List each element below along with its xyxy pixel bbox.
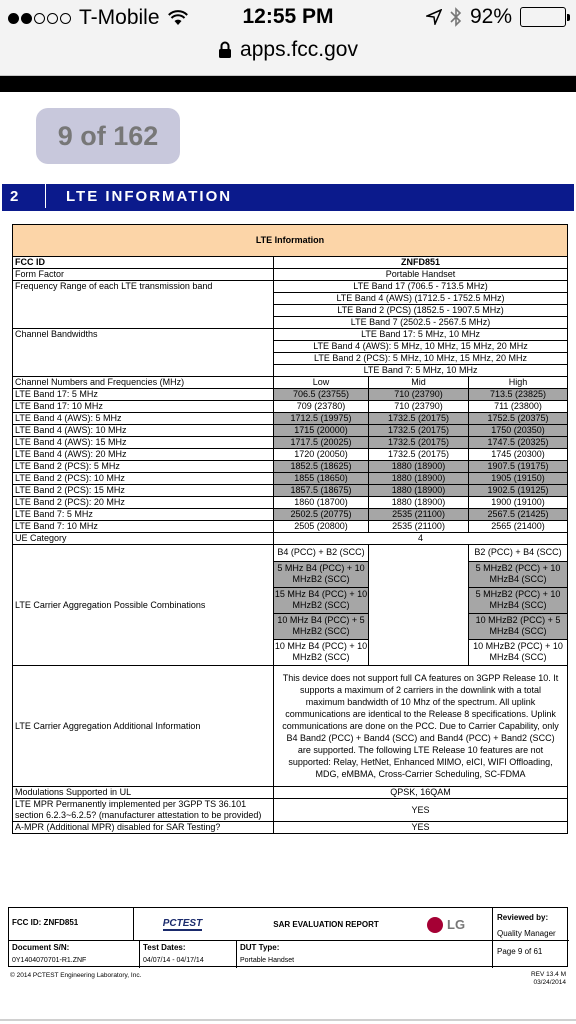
col-mid-header: Mid <box>369 377 469 389</box>
channel-mid: 2535 (21100) <box>369 521 469 533</box>
channel-high: 713.5 (23825) <box>469 389 568 401</box>
channel-band: LTE Band 4 (AWS): 15 MHz <box>13 437 274 449</box>
channel-mid: 1732.5 (20175) <box>369 425 469 437</box>
ca-combo: 10 MHzB2 (PCC) + 5 MHzB4 (SCC) <box>469 613 567 639</box>
channel-high: 1750 (20350) <box>469 425 568 437</box>
fcc-id-value: ZNFD851 <box>274 257 568 269</box>
revision-number: REV 13.4 M <box>530 971 566 978</box>
copyright: © 2014 PCTEST Engineering Laboratory, Inc. <box>10 972 142 979</box>
section-rule <box>2 208 574 211</box>
mpr-label: LTE MPR Permanently implemented per 3GPP TS 36.101 section 6.2.3~6.2.5? (manufacturer attestation to be provided) <box>13 799 274 822</box>
lock-icon <box>218 41 232 59</box>
table-title: LTE Information <box>13 225 568 257</box>
clock: 12:55 PM <box>242 5 334 28</box>
channel-low: 2502.5 (20775) <box>274 509 369 521</box>
channel-row <box>13 485 568 497</box>
bandwidth-item: LTE Band 17: 5 MHz, 10 MHz <box>274 329 568 341</box>
channel-band: LTE Band 17: 5 MHz <box>13 389 274 401</box>
channel-band: LTE Band 7: 5 MHz <box>13 509 274 521</box>
ampr-value: YES <box>274 822 568 834</box>
reviewed-by-label: Reviewed by: <box>497 913 549 922</box>
channel-row <box>13 401 568 413</box>
channel-band: LTE Band 4 (AWS): 5 MHz <box>13 413 274 425</box>
test-dates-value: 04/07/14 - 04/17/14 <box>143 957 204 964</box>
channel-rows <box>13 389 568 533</box>
lg-logo: LG <box>421 908 493 941</box>
ca-combo: 5 MHzB2 (PCC) + 10 MHzB4 (SCC) <box>469 587 567 613</box>
channel-low: 1857.5 (18675) <box>274 485 369 497</box>
ca-right-list <box>469 545 567 665</box>
channel-high: 1902.5 (19125) <box>469 485 568 497</box>
channel-band: LTE Band 4 (AWS): 20 MHz <box>13 449 274 461</box>
ca-combo: 5 MHzB2 (PCC) + 10 MHzB4 (SCC) <box>469 561 567 587</box>
bandwidth-item: LTE Band 7: 5 MHz, 10 MHz <box>274 365 568 377</box>
form-factor-label: Form Factor <box>13 269 274 281</box>
bandwidths-label: Channel Bandwidths <box>13 329 274 377</box>
location-arrow-icon <box>426 9 442 25</box>
channel-high: 1900 (19100) <box>469 497 568 509</box>
footer-fcc-id: FCC ID: ZNFD851 <box>9 908 134 941</box>
channel-mid: 1880 (18900) <box>369 461 469 473</box>
ca-combinations-label: LTE Carrier Aggregation Possible Combinations <box>13 545 274 666</box>
reviewed-by-value: Quality Manager <box>497 929 565 941</box>
channel-band: LTE Band 7: 10 MHz <box>13 521 274 533</box>
channel-low: 1717.5 (20025) <box>274 437 369 449</box>
modulations-label: Modulations Supported in UL <box>13 787 274 799</box>
channel-high: 1747.5 (20325) <box>469 437 568 449</box>
section-title: LTE INFORMATION <box>66 187 233 205</box>
bandwidth-item: LTE Band 4 (AWS): 5 MHz, 10 MHz, 15 MHz, 20 MHz <box>274 341 568 353</box>
channel-low: 2505 (20800) <box>274 521 369 533</box>
channel-row <box>13 449 568 461</box>
page-indicator: 9 of 162 <box>36 108 180 164</box>
revision <box>531 971 566 987</box>
col-high-header: High <box>469 377 568 389</box>
ca-right-cell <box>469 545 568 666</box>
channel-band: LTE Band 2 (PCS): 10 MHz <box>13 473 274 485</box>
fcc-id-label: FCC ID <box>13 257 274 269</box>
channel-row <box>13 389 568 401</box>
channel-low: 1852.5 (18625) <box>274 461 369 473</box>
channels-label: Channel Numbers and Frequencies (MHz) <box>13 377 274 389</box>
section-number: 2 <box>2 184 46 208</box>
status-bar <box>0 0 576 36</box>
channel-band: LTE Band 17: 10 MHz <box>13 401 274 413</box>
channel-high: 2565 (21400) <box>469 521 568 533</box>
channel-low: 1712.5 (19975) <box>274 413 369 425</box>
channel-mid: 1880 (18900) <box>369 485 469 497</box>
channel-mid: 1732.5 (20175) <box>369 449 469 461</box>
dut-type-label: DUT Type: <box>240 943 280 952</box>
channel-band: LTE Band 2 (PCS): 20 MHz <box>13 497 274 509</box>
channel-mid: 710 (23790) <box>369 401 469 413</box>
channel-row <box>13 425 568 437</box>
freq-range-label: Frequency Range of each LTE transmission band <box>13 281 274 329</box>
ca-combo: 10 MHzB2 (PCC) + 10 MHzB4 (SCC) <box>473 641 563 663</box>
channel-row <box>13 413 568 425</box>
mpr-value: YES <box>274 799 568 822</box>
channel-high: 1907.5 (19175) <box>469 461 568 473</box>
ca-combo: 15 MHz B4 (PCC) + 10 MHzB2 (SCC) <box>274 587 368 613</box>
test-dates-label: Test Dates: <box>143 943 186 952</box>
ca-info-label: LTE Carrier Aggregation Additional Information <box>13 666 274 787</box>
channel-high: 2567.5 (21425) <box>469 509 568 521</box>
battery-percent: 92% <box>469 5 512 28</box>
url-text[interactable]: apps.fcc.gov <box>240 38 358 61</box>
address-bar[interactable] <box>0 36 576 76</box>
doc-sn-value: 0Y1404070701-R1.ZNF <box>12 957 87 964</box>
modulations-value: QPSK, 16QAM <box>274 787 568 799</box>
ampr-label: A-MPR (Additional MPR) disabled for SAR Testing? <box>13 822 274 834</box>
freq-range-item: LTE Band 4 (AWS) (1712.5 - 1752.5 MHz) <box>274 293 568 305</box>
channel-row <box>13 497 568 509</box>
freq-range-item: LTE Band 7 (2502.5 - 2567.5 MHz) <box>274 317 568 329</box>
channel-low: 709 (23780) <box>274 401 369 413</box>
channel-mid: 2535 (21100) <box>369 509 469 521</box>
channel-mid: 1732.5 (20175) <box>369 437 469 449</box>
carrier-name: T-Mobile <box>79 6 160 29</box>
page-number: Page 9 of 61 <box>497 947 543 956</box>
channel-row <box>13 473 568 485</box>
ca-left-cell <box>274 545 369 666</box>
channel-low: 706.5 (23755) <box>274 389 369 401</box>
ca-combo: 5 MHz B4 (PCC) + 10 MHzB2 (SCC) <box>274 561 368 587</box>
document-top-band <box>0 76 576 92</box>
channel-mid: 710 (23790) <box>369 389 469 401</box>
doc-sn-label: Document S/N: <box>12 943 70 952</box>
bluetooth-icon <box>450 7 462 27</box>
ca-left-list <box>274 545 368 665</box>
section-header <box>2 184 574 208</box>
bottom-divider <box>0 1019 576 1021</box>
channel-row <box>13 461 568 473</box>
ca-combo: 10 MHz B4 (PCC) + 10 MHzB2 (SCC) <box>274 641 368 663</box>
battery-icon <box>520 7 566 27</box>
channel-row <box>13 521 568 533</box>
channel-low: 1720 (20050) <box>274 449 369 461</box>
channel-mid: 1732.5 (20175) <box>369 413 469 425</box>
channel-low: 1855 (18650) <box>274 473 369 485</box>
channel-high: 1905 (19150) <box>469 473 568 485</box>
freq-range-item: LTE Band 17 (706.5 - 713.5 MHz) <box>274 281 568 293</box>
channel-mid: 1880 (18900) <box>369 497 469 509</box>
ca-middle-cell <box>369 545 469 666</box>
channel-row <box>13 437 568 449</box>
ca-combo: 10 MHz B4 (PCC) + 5 MHzB2 (SCC) <box>274 613 368 639</box>
channel-low: 1715 (20000) <box>274 425 369 437</box>
channel-band: LTE Band 4 (AWS): 10 MHz <box>13 425 274 437</box>
channel-band: LTE Band 2 (PCS): 15 MHz <box>13 485 274 497</box>
report-footer <box>8 907 568 967</box>
ue-category-label: UE Category <box>13 533 274 545</box>
freq-range-item: LTE Band 2 (PCS) (1852.5 - 1907.5 MHz) <box>274 305 568 317</box>
channel-band: LTE Band 2 (PCS): 5 MHz <box>13 461 274 473</box>
form-factor-value: Portable Handset <box>274 269 568 281</box>
ca-info-text: This device does not support full CA features on 3GPP Release 10. It supports a maximum of 2 carriers in the downlink with a total maximum bandwidth of 10 Mhz of the spectrum. All uplink communications are identical to the Release 8 specifications. Uplink communications are done on the PCC. Due to Carrier Capability, only B4 Band2 (PCC) + Band4 (SCC) and Band4 (PCC) + Band2 (SCC) are supported. The following LTE Release 10 features are not supported: Relay, HetNet, Enhanced MIMO, eICI, WIFI Offloading, MDG, eMBMA, Cross-Carrier Scheduling, SC-FDMA <box>274 666 568 787</box>
revision-date: 03/24/2014 <box>533 979 566 986</box>
col-low-header: Low <box>274 377 369 389</box>
channel-low: 1860 (18700) <box>274 497 369 509</box>
lte-information-table <box>12 224 568 834</box>
channel-mid: 1880 (18900) <box>369 473 469 485</box>
pctest-logo: PCTEST <box>162 918 203 929</box>
status-right <box>426 5 566 29</box>
dut-type-value: Portable Handset <box>240 957 295 964</box>
channel-high: 1745 (20300) <box>469 449 568 461</box>
report-title: SAR EVALUATION REPORT <box>273 920 379 929</box>
ca-combo: B4 (PCC) + B2 (SCC) <box>274 545 368 561</box>
channel-high: 1752.5 (20375) <box>469 413 568 425</box>
channel-row <box>13 509 568 521</box>
ue-category-value: 4 <box>274 533 568 545</box>
channel-high: 711 (23800) <box>469 401 568 413</box>
bandwidth-item: LTE Band 2 (PCS): 5 MHz, 10 MHz, 15 MHz, 20 MHz <box>274 353 568 365</box>
ca-combo: B2 (PCC) + B4 (SCC) <box>469 545 567 561</box>
